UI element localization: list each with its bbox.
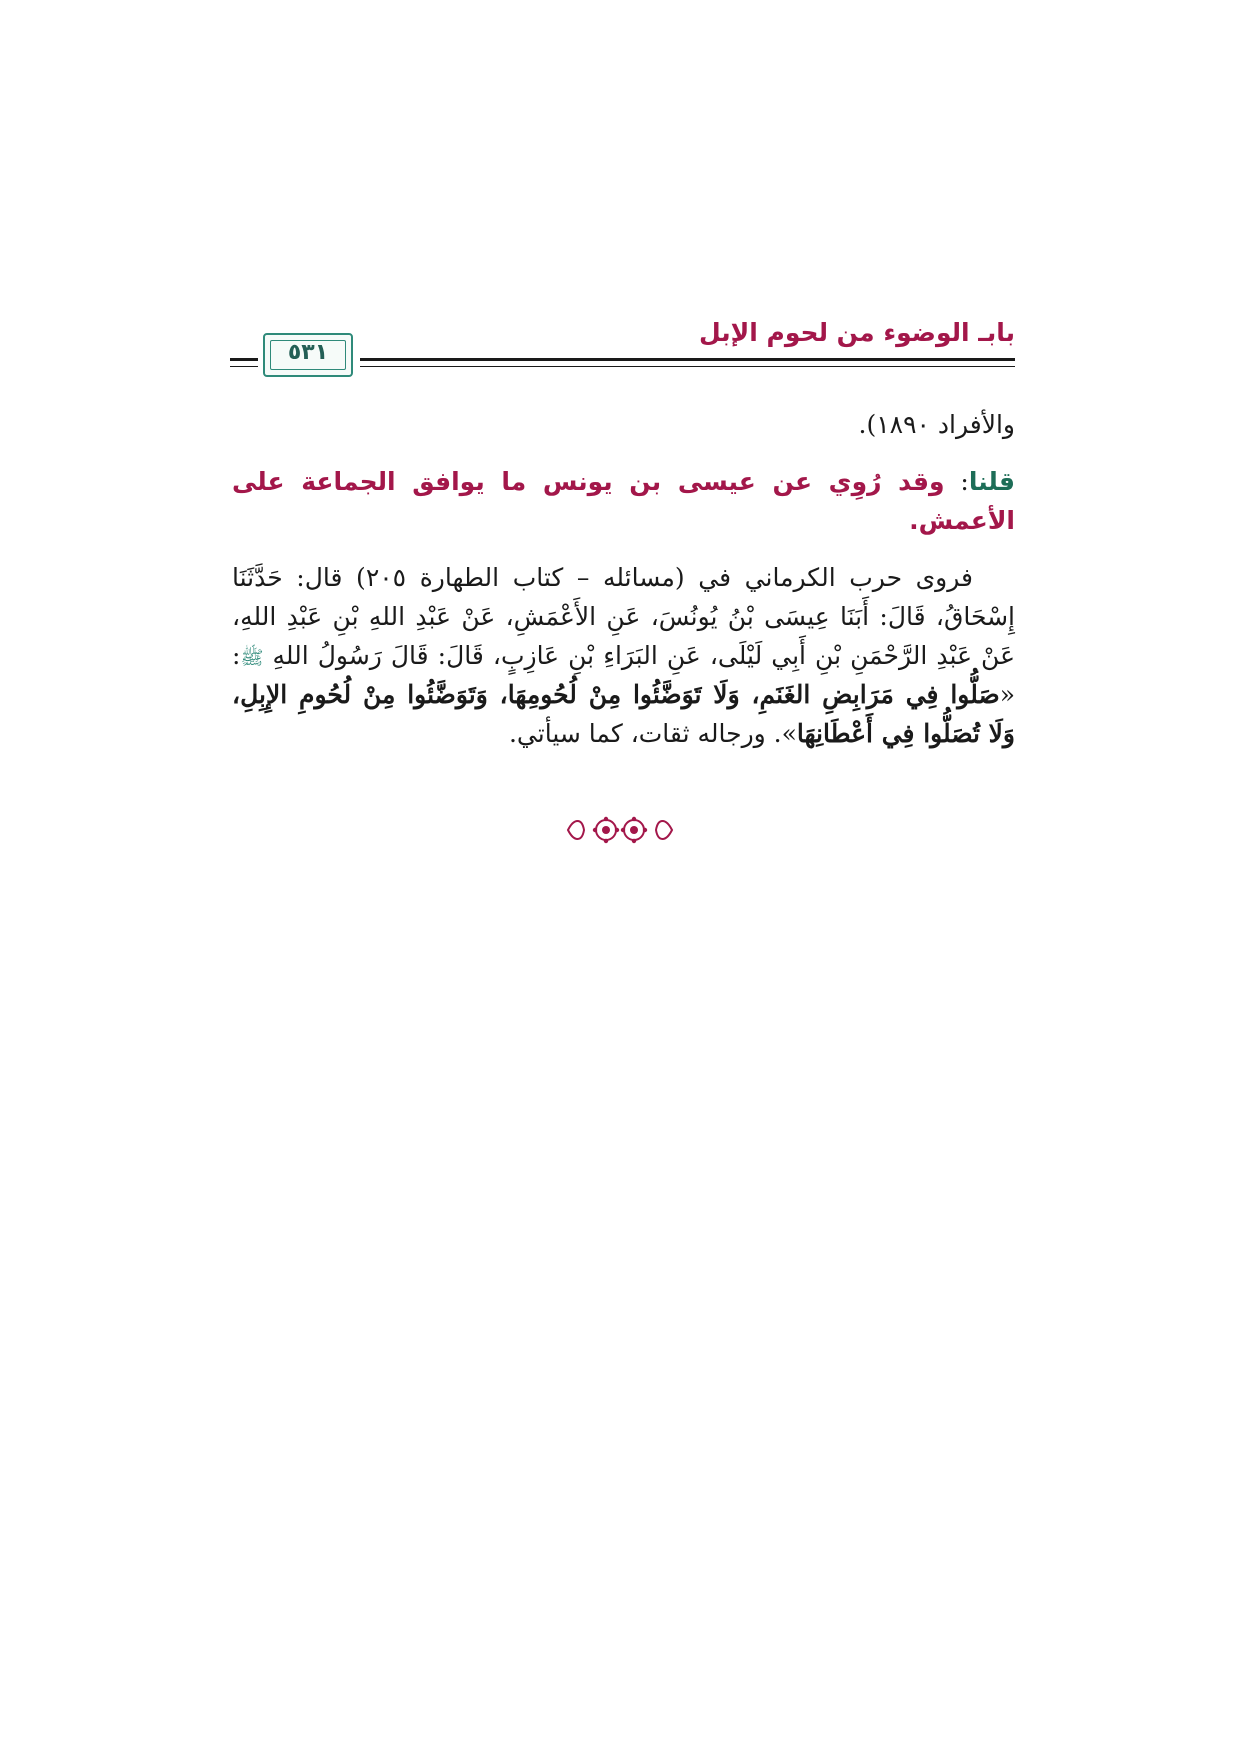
continuation-line: والأفراد ١٨٩٠).	[858, 410, 1015, 439]
chapter-title: بابـ الوضوء من لحوم الإبل	[698, 318, 1015, 347]
header-rule-left-thick	[230, 358, 258, 361]
hadith-text: صَلُّوا فِي مَرَابِضِ الغَنَمِ، وَلَا تَوَضَّئُوا مِنْ لُحُومِهَا، وَتَوَضَّئُوا مِنْ لُحُومِ الإِبِلِ، وَلَا تُصَلُّوا فِي أَعْطَانِهَا	[232, 680, 1015, 748]
quote-open: : «	[232, 641, 1015, 709]
qulna-paragraph	[232, 462, 1015, 540]
header-rule-right-thin	[360, 366, 1015, 367]
pbuh-symbol: ﷺ	[240, 647, 264, 669]
page-number-frame-icon	[263, 333, 353, 377]
isnad-text: فروى حرب الكرماني في (مسائله – كتاب الطهارة ٢٠٥) قال: حَدَّثَنَا إِسْحَاقُ، قَالَ: أَبَنَا عِيسَى بْنُ يُونُسَ، عَنِ الأَعْمَشِ، عَنْ عَبْدِ اللهِ بْنِ عَبْدِ اللهِ، عَنْ عَبْدِ الرَّحْمَنِ بْنِ أَبِي لَيْلَى، عَنِ البَرَاءِ بْنِ عَازِبٍ، قَالَ: قَالَ رَسُولُ اللهِ	[232, 563, 1016, 670]
floral-divider-ornament-icon	[560, 812, 680, 848]
qulna-label: قلنا	[968, 467, 1015, 496]
page-number: ٥٣١	[287, 340, 329, 365]
page-body	[232, 405, 1015, 753]
qulna-text: وقد رُوِي عن عيسى بن يونس ما يوافق الجماعة على الأعمش.	[232, 467, 1015, 535]
page-header	[230, 318, 1015, 388]
quote-close: ». ورجاله ثقات، كما سيأتي.	[508, 719, 797, 748]
qulna-colon: :	[944, 467, 969, 496]
header-rule-right-thick	[360, 358, 1015, 361]
hadith-paragraph	[232, 558, 1015, 753]
header-rule-left-thin	[230, 366, 258, 367]
